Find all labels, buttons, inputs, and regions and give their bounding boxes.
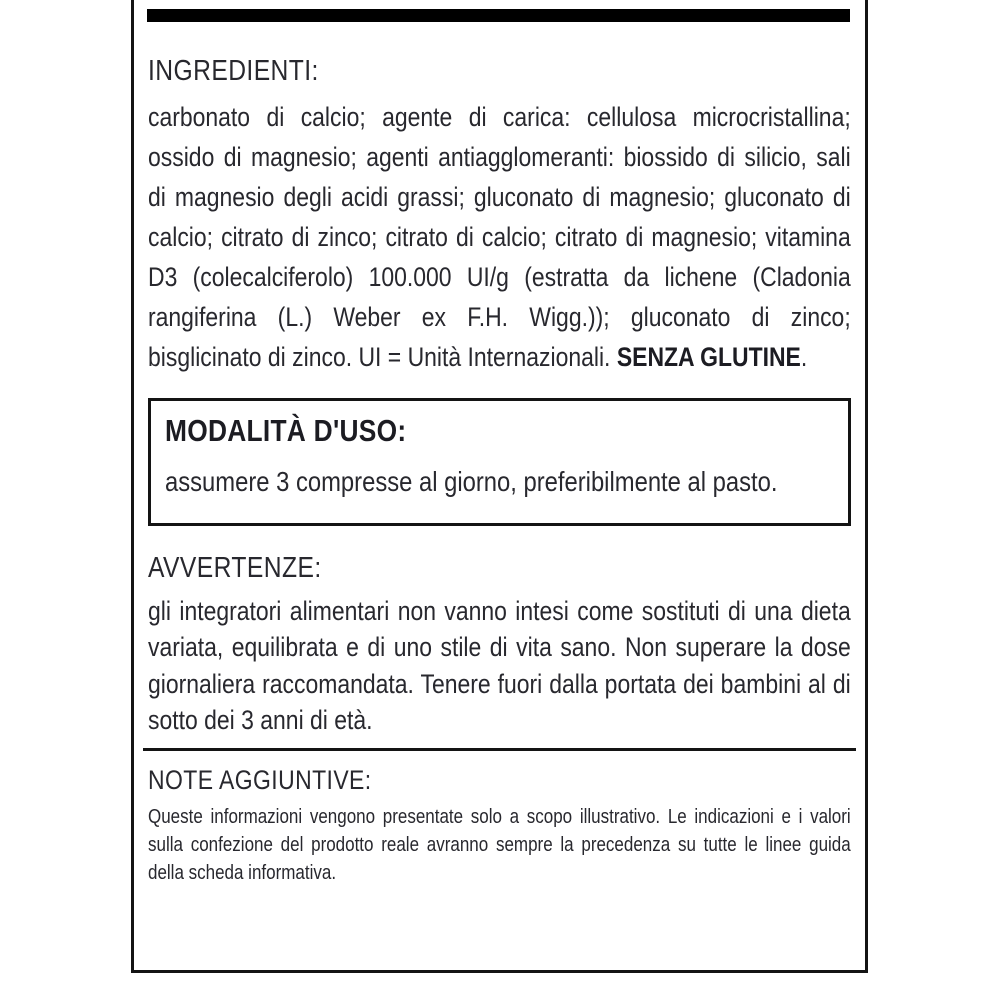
gluten-free-claim: SENZA GLUTINE	[616, 341, 801, 372]
usage-box	[148, 398, 851, 526]
ingredients-section	[148, 56, 851, 377]
ingredients-body-text: carbonato di calcio; agente di carica: cellulosa microcristallina; ossido di magnesio; agenti antiagglomeranti: biossido di silicio, sali di magnesio degli acidi grassi; gluconato di magnesio; gluconato di calcio; citrato di zinco; citrato di calcio; citrato di magnesio; vitamina D3 (colecalciferolo) 100.000 UI/g (estratta da lichene (Cladonia rangiferina (L.) Weber ex F.H. Wigg.)); gluconato di zinco; bisglicinato di zinco. UI = Unità Internazionali.	[148, 101, 851, 372]
usage-heading: MODALITÀ D'USO:	[165, 412, 407, 448]
top-divider-bar	[147, 9, 850, 22]
warnings-heading: AVVERTENZE:	[148, 551, 322, 584]
notes-heading: NOTE AGGIUNTIVE:	[148, 764, 372, 795]
section-divider	[143, 748, 856, 751]
ingredients-text	[148, 97, 851, 377]
notes-text: Queste informazioni vengono presentate solo a scopo illustrativo. Le indicazioni e i valori sulla confezione del prodotto reale avranno sempre la precedenza su tutte le linee guida della scheda informativa.	[148, 805, 851, 884]
ingredients-heading: INGREDIENTI:	[148, 55, 319, 87]
warnings-text: gli integratori alimentari non vanno intesi come sostituti di una dieta variata, equilibrata e di uno stile di vita sano. Non superare la dose giornaliera raccomandata. Tenere fuori dalla portata dei bambini al di sotto dei 3 anni di età.	[148, 595, 851, 736]
gluten-free-period: .	[800, 341, 808, 372]
warnings-section	[148, 553, 851, 739]
supplement-label-panel	[131, 0, 868, 973]
usage-text: assumere 3 compresse al giorno, preferibilmente al pasto.	[165, 465, 778, 497]
notes-section	[148, 766, 851, 887]
